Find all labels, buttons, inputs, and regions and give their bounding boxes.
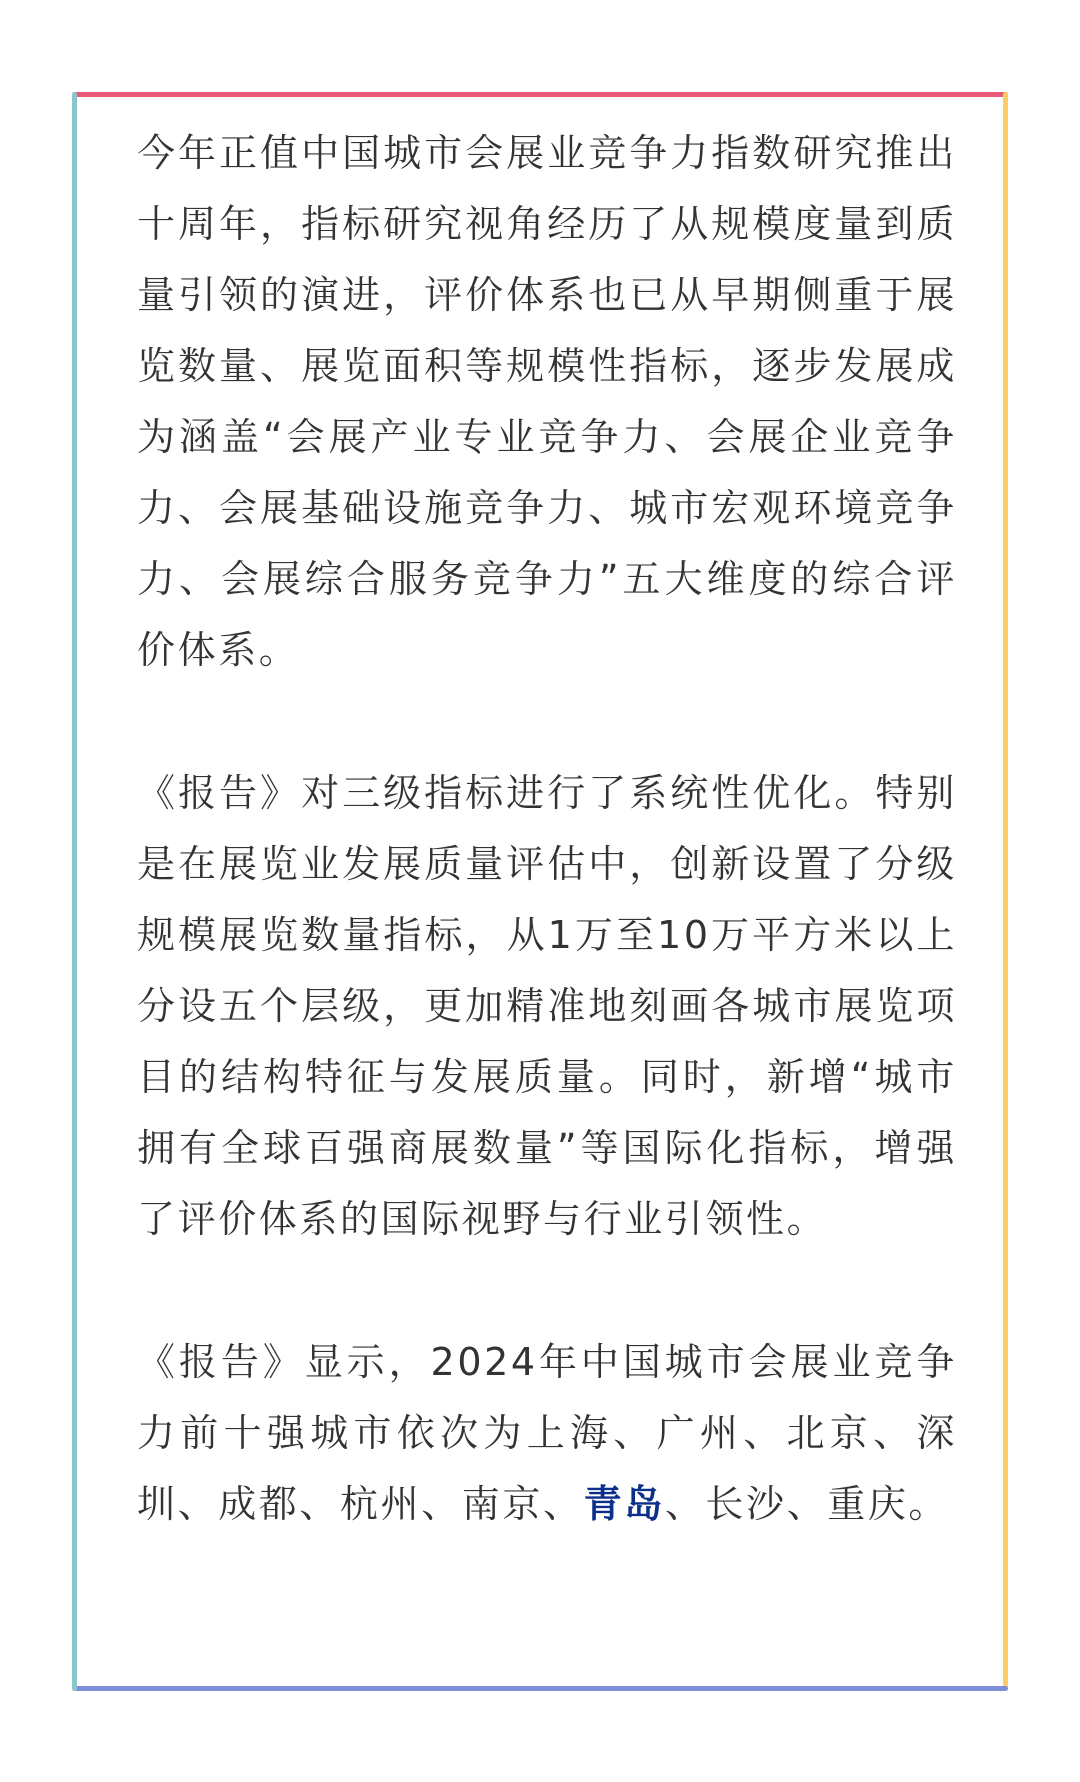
paragraph-anniversary: 今年正值中国城市会展业竞争力指数研究推出十周年，指标研究视角经历了从规模度量到质量引领的演进，评价体系也已从早期侧重于展览数量、展览面积等规模性指标，逐步发展成为涵盖“会展产业专业竞争力、会展企业竞争力、会展基础设施竞争力、城市宏观环境竞争力、会展综合服务竞争力”五大维度的综合评价体系。 — [137, 131, 957, 672]
highlighted-city-qingdao[interactable]: 青岛 — [583, 1482, 665, 1526]
paragraph-text-after: 、长沙、重庆。 — [664, 1482, 950, 1526]
frame-border-top — [72, 92, 1008, 97]
article-body — [137, 118, 957, 1540]
frame-border-right — [1003, 92, 1008, 1691]
paragraph-top-ten-cities — [137, 1327, 957, 1540]
paragraph-text-before: 《报告》显示，2024年中国城市会展业竞争力前十强城市依次为上海、广州、北京、深圳、成都、杭州、南京、 — [137, 1340, 957, 1526]
frame-border-bottom — [72, 1686, 1008, 1691]
frame-border-left — [72, 92, 77, 1691]
paragraph-indicator-optimization: 《报告》对三级指标进行了系统性优化。特别是在展览业发展质量评估中，创新设置了分级规模展览数量指标，从1万至10万平方米以上分设五个层级，更加精准地刻画各城市展览项目的结构特征与发展质量。同时，新增“城市拥有全球百强商展数量”等国际化指标，增强了评价体系的国际视野与行业引领性。 — [137, 771, 957, 1241]
